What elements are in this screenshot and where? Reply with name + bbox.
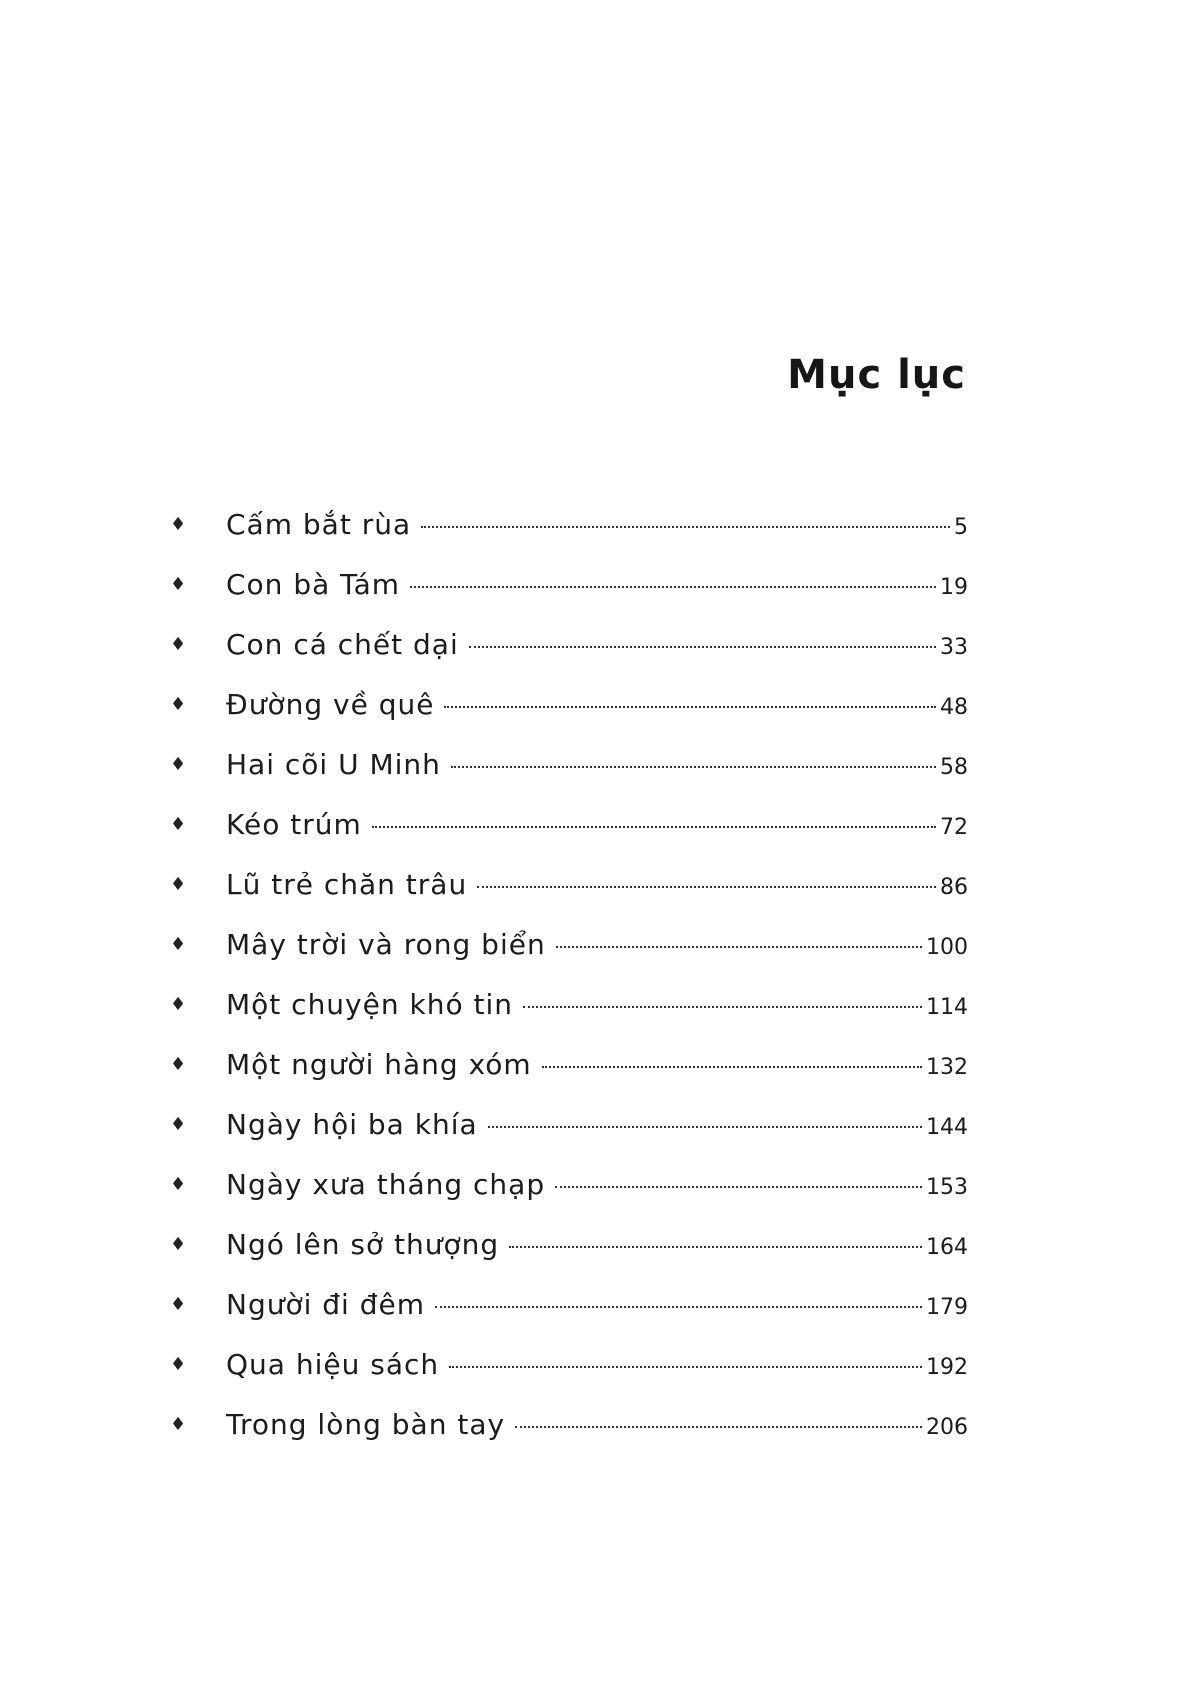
toc-entry [170, 988, 968, 1048]
page-number: 72 [940, 815, 968, 840]
dot-leader [555, 1186, 922, 1188]
page-number: 5 [954, 515, 968, 540]
toc-entry [170, 1348, 968, 1408]
page-number: 86 [940, 875, 968, 900]
toc-entry [170, 508, 968, 568]
table-of-contents [170, 508, 968, 1468]
dot-leader [421, 526, 950, 528]
dot-leader [556, 946, 922, 948]
entry-title: Con cá chết dại [226, 628, 459, 661]
entry-title: Hai cõi U Minh [226, 748, 441, 781]
toc-entry [170, 808, 968, 868]
entry-title: Ngày xưa tháng chạp [226, 1168, 546, 1201]
diamond-bullet-icon: ♦ [170, 1174, 188, 1195]
entry-title: Qua hiệu sách [226, 1348, 440, 1381]
page-number: 114 [926, 995, 968, 1020]
entry-title: Ngó lên sở thượng [226, 1228, 500, 1261]
entry-title: Người đi đêm [226, 1288, 426, 1321]
page-number: 179 [926, 1295, 968, 1320]
diamond-bullet-icon: ♦ [170, 514, 188, 535]
dot-leader [523, 1006, 922, 1008]
dot-leader [444, 706, 936, 708]
page-number: 33 [940, 635, 968, 660]
diamond-bullet-icon: ♦ [170, 1354, 188, 1375]
entry-title: Con bà Tám [226, 568, 401, 601]
page-title: Mục lục [787, 352, 966, 398]
page-number: 19 [940, 575, 968, 600]
diamond-bullet-icon: ♦ [170, 634, 188, 655]
diamond-bullet-icon: ♦ [170, 934, 188, 955]
diamond-bullet-icon: ♦ [170, 1054, 188, 1075]
diamond-bullet-icon: ♦ [170, 574, 188, 595]
dot-leader [488, 1126, 922, 1128]
dot-leader [469, 646, 936, 648]
entry-title: Kéo trúm [226, 808, 362, 841]
page-number: 132 [926, 1055, 968, 1080]
diamond-bullet-icon: ♦ [170, 1294, 188, 1315]
diamond-bullet-icon: ♦ [170, 1414, 188, 1435]
toc-entry [170, 1108, 968, 1168]
page-number: 100 [926, 935, 968, 960]
entry-title: Mây trời và rong biển [226, 928, 546, 961]
page-number: 48 [940, 695, 968, 720]
diamond-bullet-icon: ♦ [170, 694, 188, 715]
entry-title: Ngày hội ba khía [226, 1108, 478, 1141]
entry-title: Một chuyện khó tin [226, 988, 513, 1021]
diamond-bullet-icon: ♦ [170, 1114, 188, 1135]
diamond-bullet-icon: ♦ [170, 754, 188, 775]
dot-leader [542, 1066, 922, 1068]
toc-entry [170, 1288, 968, 1348]
dot-leader [410, 586, 936, 588]
entry-title: Cấm bắt rùa [226, 508, 412, 541]
diamond-bullet-icon: ♦ [170, 1234, 188, 1255]
toc-entry [170, 628, 968, 688]
diamond-bullet-icon: ♦ [170, 994, 188, 1015]
diamond-bullet-icon: ♦ [170, 874, 188, 895]
toc-entry [170, 1408, 968, 1468]
entry-title: Lũ trẻ chăn trâu [226, 868, 468, 901]
toc-entry [170, 1048, 968, 1108]
page-number: 58 [940, 755, 968, 780]
toc-entry [170, 748, 968, 808]
dot-leader [515, 1426, 922, 1428]
dot-leader [477, 886, 936, 888]
toc-entry [170, 1228, 968, 1288]
toc-entry [170, 568, 968, 628]
diamond-bullet-icon: ♦ [170, 814, 188, 835]
dot-leader [509, 1246, 922, 1248]
toc-entry [170, 688, 968, 748]
entry-title: Trong lòng bàn tay [226, 1408, 506, 1441]
page-number: 153 [926, 1175, 968, 1200]
toc-entry [170, 868, 968, 928]
page-number: 144 [926, 1115, 968, 1140]
toc-entry [170, 1168, 968, 1228]
page-number: 192 [926, 1355, 968, 1380]
page-number: 206 [926, 1415, 968, 1440]
entry-title: Đường về quê [226, 688, 435, 721]
entry-title: Một người hàng xóm [226, 1048, 532, 1081]
dot-leader [372, 826, 936, 828]
dot-leader [449, 1366, 922, 1368]
dot-leader [435, 1306, 922, 1308]
page-number: 164 [926, 1235, 968, 1260]
dot-leader [451, 766, 936, 768]
toc-entry [170, 928, 968, 988]
